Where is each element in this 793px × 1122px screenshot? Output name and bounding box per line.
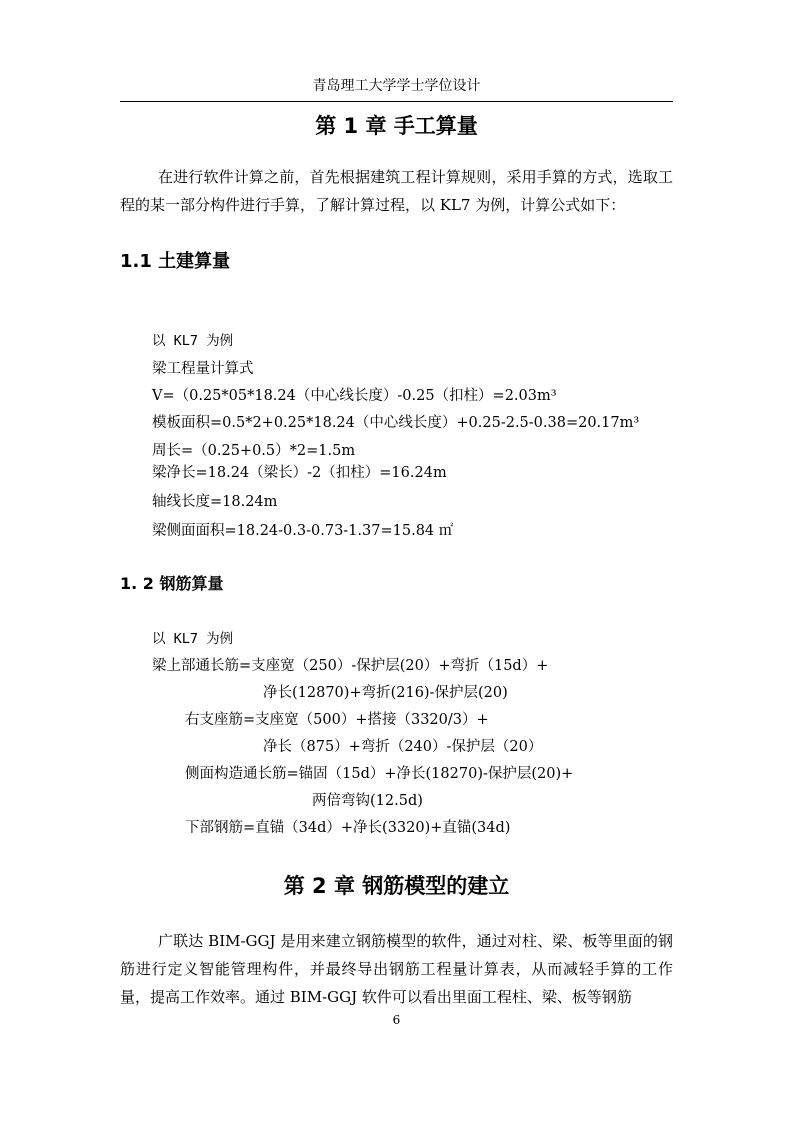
formula-line: 模板面积=0.5*2+0.25*18.24（中心线长度）+0.25-2.5-0.38=20.17m³	[152, 415, 640, 431]
rebar-line: 净长（875）+弯折（240）-保护层（20）	[263, 739, 543, 755]
formula-line: 周长=（0.25+0.5）*2=1.5m	[152, 443, 356, 459]
formula-line: 梁净长=18.24（梁长）-2（扣柱）=16.24m	[152, 465, 447, 481]
chapter-2-intro: 广联达 BIM-GGJ 是用来建立钢筋模型的软件，通过对柱、梁、板等里面的钢筋进行定义智能管理构件，并最终导出钢筋工程量计算表，从而减轻手算的工作量，提高工作效率。通过 BIM-GGJ 软件可以看出里面工程柱、梁、板等钢筋	[120, 932, 673, 1006]
formula-line: 梁侧面面积=18.24-0.3-0.73-1.37=15.84 ㎡	[152, 523, 454, 539]
formula-line: V=（0.25*05*18.24（中心线长度）-0.25（扣柱）=2.03m³	[152, 388, 557, 404]
rebar-line: 右支座筋=支座宽（500）+搭接（3320/3）+	[185, 712, 489, 728]
rebar-line: 两倍弯钩(12.5d)	[312, 793, 423, 809]
chapter-1-title: 第 1 章 手工算量	[315, 114, 478, 138]
formula-line: 轴线长度=18.24m	[152, 494, 278, 510]
running-header: 青岛理工大学学士学位设计	[312, 78, 481, 94]
rebar-line: 侧面构造通长筋=锚固（15d）+净长(18270)-保护层(20)+	[185, 766, 574, 782]
rebar-line: 梁上部通长筋=支座宽（250）-保护层(20）+弯折（15d）+	[152, 658, 549, 674]
section-1-2-title: 1. 2 钢筋算量	[120, 574, 224, 593]
section-1-2-example: 以 KL7 为例	[152, 631, 234, 647]
formula-title: 梁工程量计算式	[152, 361, 254, 377]
page-number: 6	[392, 1013, 401, 1027]
section-1-1-title: 1.1 土建算量	[120, 251, 231, 272]
rebar-line: 净长(12870)+弯折(216)-保护层(20)	[263, 685, 508, 701]
chapter-2-title: 第 2 章 钢筋模型的建立	[283, 874, 510, 898]
rebar-line: 下部钢筋=直锚（34d）+净长(3320)+直锚(34d)	[185, 820, 511, 836]
header-rule	[120, 101, 673, 102]
section-1-1-example: 以 KL7 为例	[152, 333, 234, 349]
chapter-1-intro: 在进行软件计算之前，首先根据建筑工程计算规则，采用手算的方式，选取工程的某一部分构件进行手算，了解计算过程，以 KL7 为例，计算公式如下：	[120, 168, 673, 214]
